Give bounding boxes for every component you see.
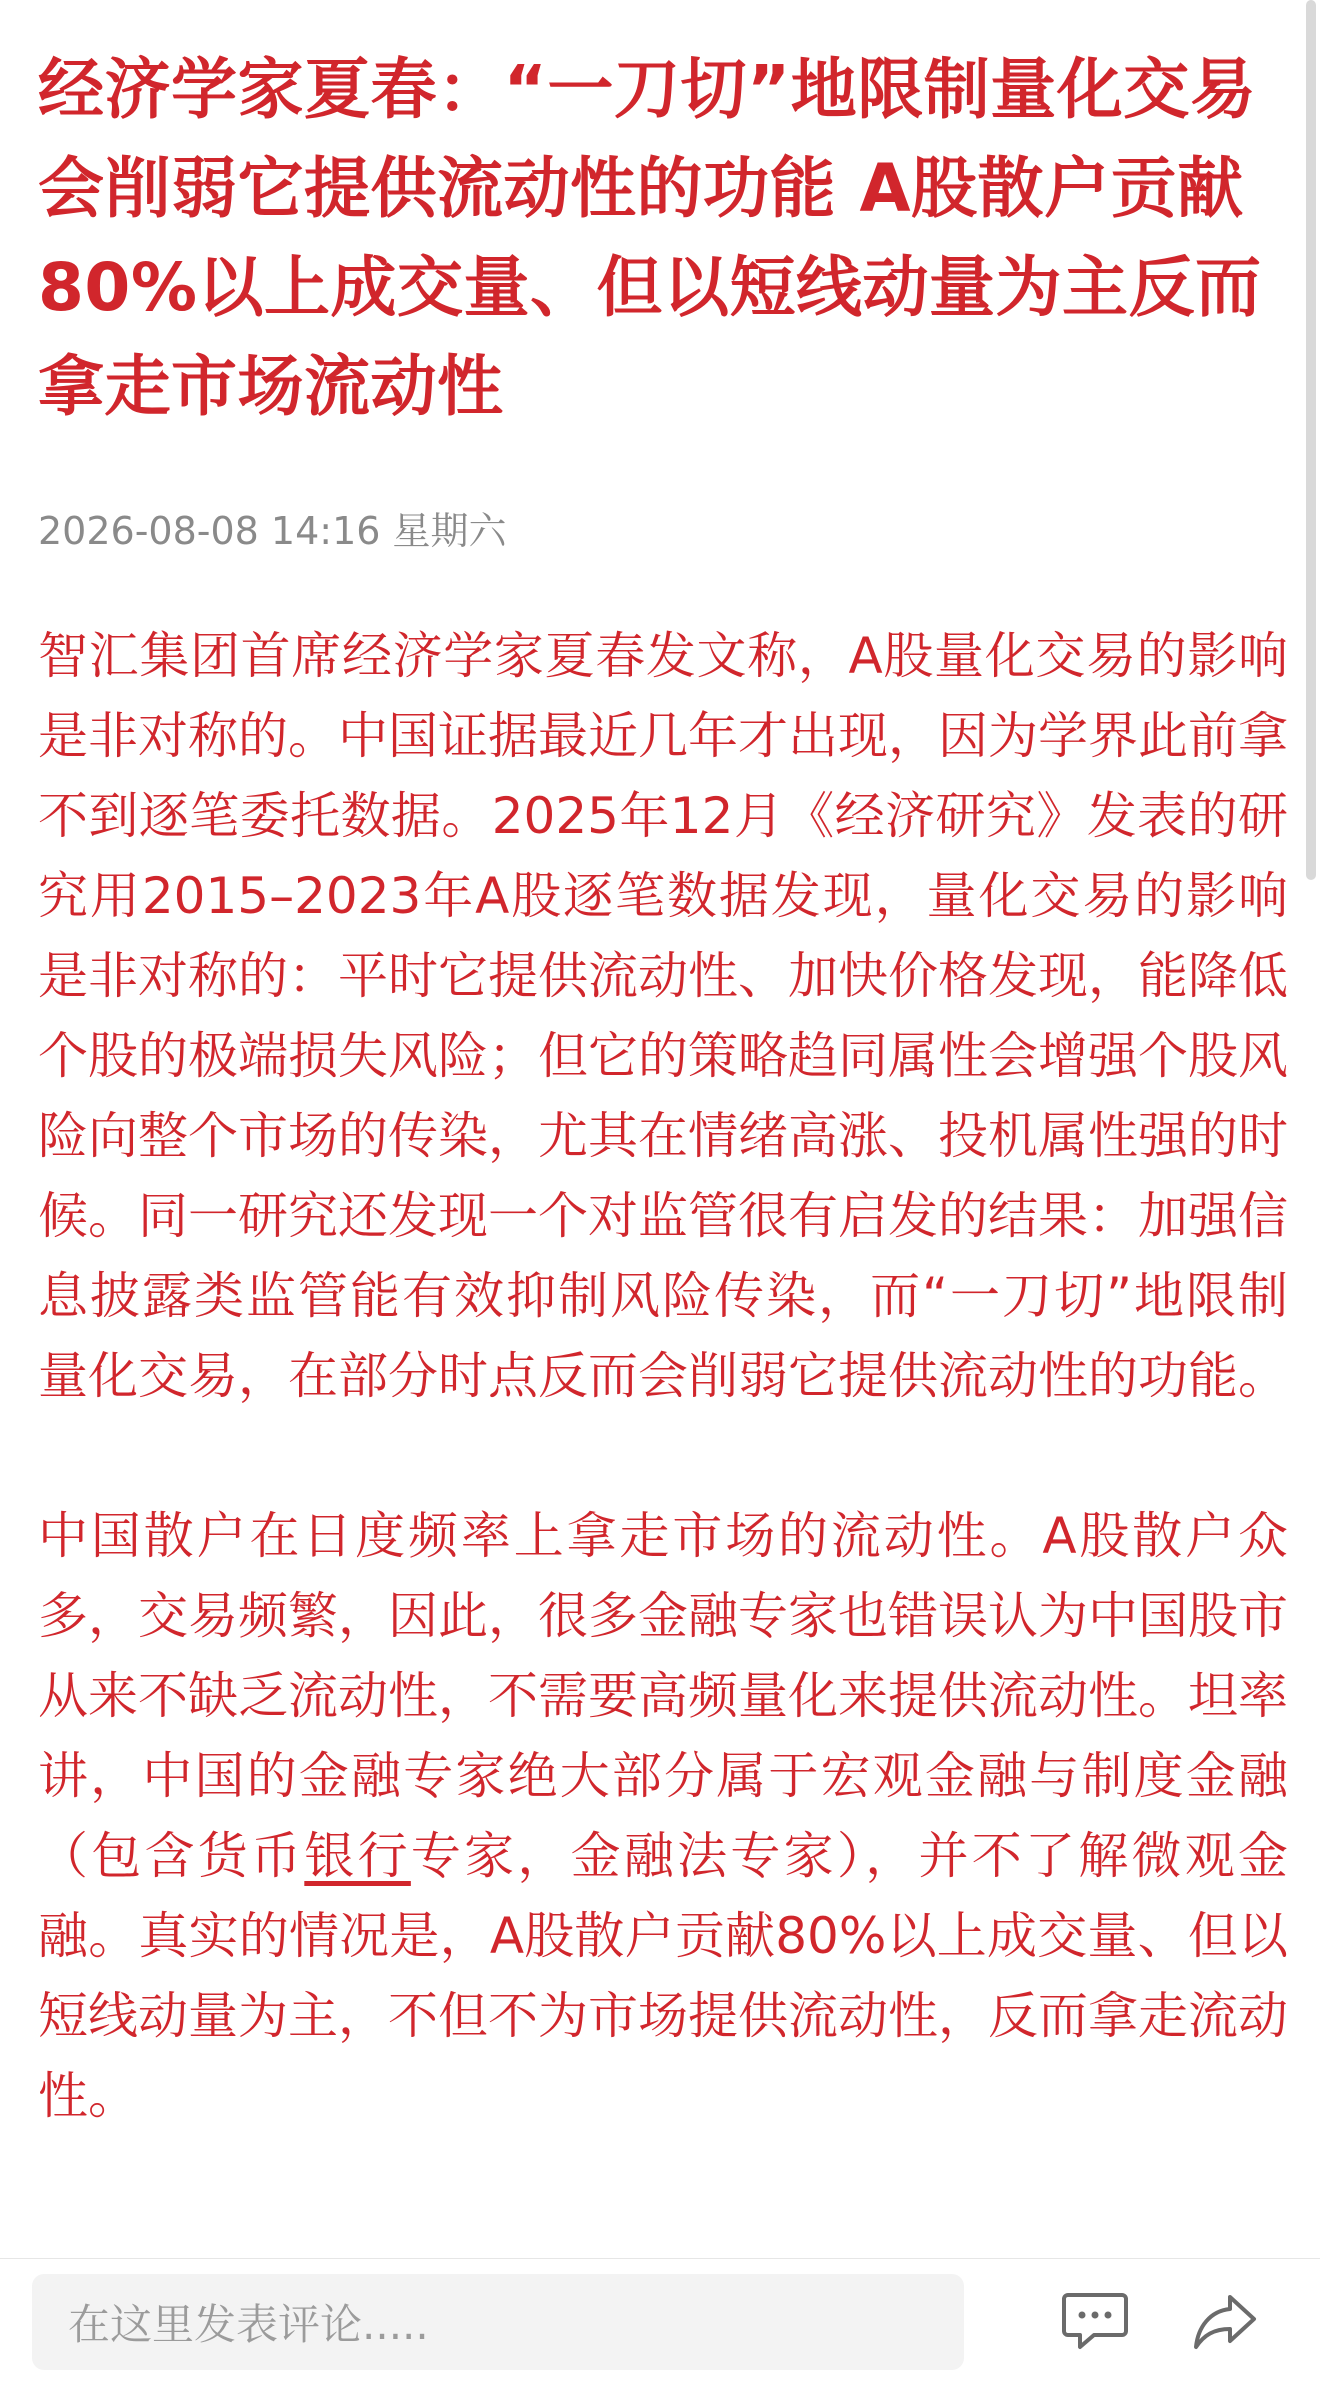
scrollbar[interactable] bbox=[1306, 0, 1316, 880]
article bbox=[38, 0, 1288, 2216]
article-headline: 经济学家夏春：“一刀切”地限制量化交易会削弱它提供流动性的功能 A股散户贡献80%以上成交量、但以短线动量为主反而拿走市场流动性 bbox=[38, 51, 1262, 425]
paragraph-text: 中国散户在日度频率上拿走市场的流动性。A股散户众多，交易频繁，因此，很多金融专家也错误认为中国股市从来不缺乏流动性，不需要高频量化来提供流动性。坦率讲，中国的金融专家绝大部分属于宏观金融与制度金融（包含货币 bbox=[38, 1507, 1288, 1885]
paragraph-text: 专家，金融法专家），并不了解微观金融。真实的情况是，A股散户贡献80%以上成交量、但以短线动量为主，不但不为市场提供流动性，反而拿走流动性。 bbox=[38, 1827, 1289, 2125]
share-icon[interactable] bbox=[1190, 2289, 1260, 2353]
share-icon-graphic bbox=[1190, 2289, 1260, 2353]
article-paragraph: 智汇集团首席经济学家夏春发文称，A股量化交易的影响是非对称的。中国证据最近几年才出现，因为学界此前拿不到逐笔委托数据。2025年12月《经济研究》发表的研究用2015–2023年A股逐笔数据发现，量化交易的影响是非对称的：平时它提供流动性、加快价格发现，能降低个股的极端损失风险；但它的策略趋同属性会增强个股风险向整个市场的传染，尤其在情绪高涨、投机属性强的时候。同一研究还发现一个对监管很有启发的结果：加强信息披露类监管能有效抑制风险传染，而“一刀切”地限制量化交易，在部分时点反而会削弱它提供流动性的功能。 bbox=[38, 627, 1288, 1405]
article-datetime: 2026-08-08 14:16 星期六 bbox=[38, 509, 507, 553]
article-paragraph bbox=[38, 1496, 1288, 2136]
article-body bbox=[38, 616, 1288, 2136]
bank-link[interactable]: 银行 bbox=[304, 1827, 411, 1885]
comment-icon-graphic bbox=[1060, 2289, 1130, 2353]
bottom-comment-bar bbox=[0, 2258, 1320, 2386]
comment-placeholder: 在这里发表评论..... bbox=[68, 2300, 429, 2349]
comment-icon[interactable] bbox=[1060, 2289, 1130, 2353]
comment-input[interactable] bbox=[32, 2274, 964, 2370]
